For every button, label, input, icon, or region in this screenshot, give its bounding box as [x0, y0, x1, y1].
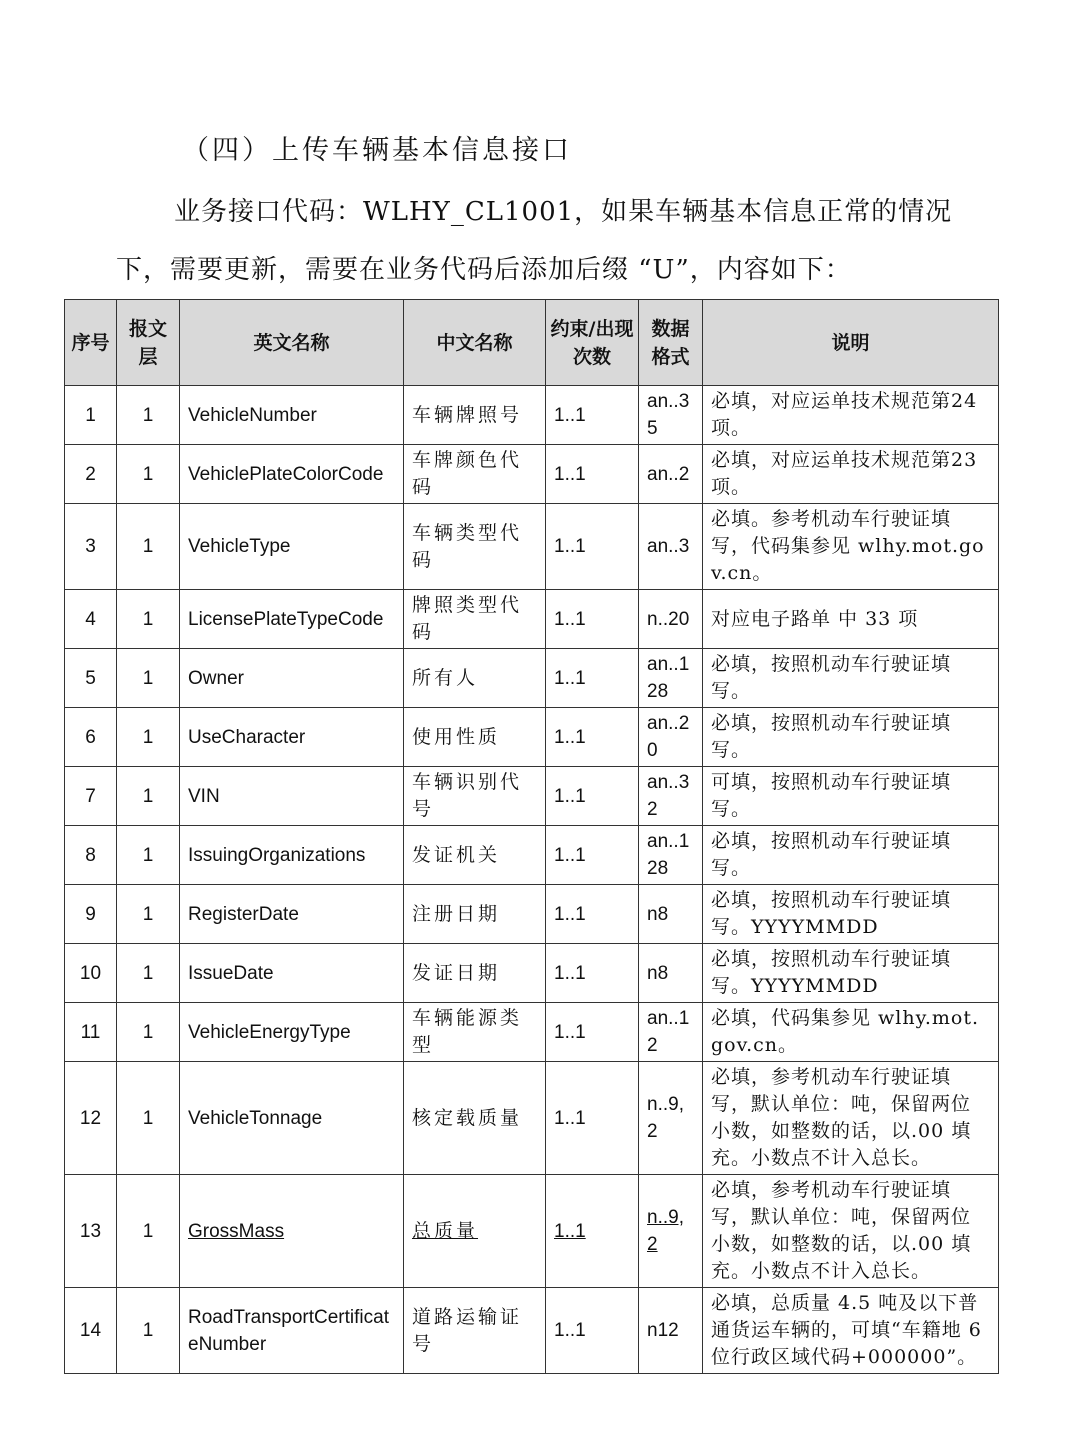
cell-chinese-name: 核定载质量 — [404, 1062, 546, 1175]
table-row — [65, 1175, 999, 1288]
table-row — [65, 767, 999, 826]
cell-constraint: 1..1 — [546, 708, 639, 767]
cell-format: n8 — [639, 885, 703, 944]
cell-description: 必填，代码集参见 wlhy.mot.gov.cn。 — [703, 1003, 999, 1062]
cell-layer: 1 — [117, 590, 180, 649]
table-row — [65, 445, 999, 504]
cell-layer: 1 — [117, 885, 180, 944]
cell-english-name — [180, 1175, 404, 1288]
underlined-format: n..9,2 — [647, 1207, 684, 1255]
cell-constraint: 1..1 — [546, 1003, 639, 1062]
underlined-chinese-name: 总质量 — [412, 1219, 479, 1242]
intro-line-2: 下，需要更新，需要在业务代码后添加后缀 “U”，内容如下： — [116, 255, 852, 285]
cell-format: an..128 — [639, 649, 703, 708]
cell-layer: 1 — [117, 445, 180, 504]
cell-chinese-name: 使用性质 — [404, 708, 546, 767]
cell-layer: 1 — [117, 826, 180, 885]
table-row — [65, 944, 999, 1003]
cell-serial: 3 — [65, 504, 117, 590]
cell-chinese-name: 注册日期 — [404, 885, 546, 944]
cell-english-name: VehiclePlateColorCode — [180, 445, 404, 504]
cell-english-name: IssueDate — [180, 944, 404, 1003]
cell-constraint: 1..1 — [546, 445, 639, 504]
cell-english-name: VehicleType — [180, 504, 404, 590]
table-row — [65, 1003, 999, 1062]
header-layer: 报文层 — [117, 300, 180, 386]
cell-layer: 1 — [117, 1288, 180, 1374]
cell-layer: 1 — [117, 767, 180, 826]
cell-constraint: 1..1 — [546, 649, 639, 708]
cell-english-name: LicensePlateTypeCode — [180, 590, 404, 649]
cell-serial: 1 — [65, 386, 117, 445]
cell-serial: 10 — [65, 944, 117, 1003]
cell-format: an..128 — [639, 826, 703, 885]
cell-description: 必填，参考机动车行驶证填写，默认单位：吨，保留两位小数，如整数的话，以.00 填充。小数点不计入总长。 — [703, 1062, 999, 1175]
cell-constraint: 1..1 — [546, 590, 639, 649]
cell-english-name: RoadTransportCertificateNumber — [180, 1288, 404, 1374]
cell-description: 必填，按照机动车行驶证填写。 — [703, 826, 999, 885]
underlined-english-name: GrossMass — [188, 1220, 285, 1242]
cell-constraint: 1..1 — [546, 1062, 639, 1175]
cell-chinese-name: 牌照类型代码 — [404, 590, 546, 649]
cell-format: an..12 — [639, 1003, 703, 1062]
cell-format: an..20 — [639, 708, 703, 767]
cell-serial: 11 — [65, 1003, 117, 1062]
cell-chinese-name: 车辆能源类型 — [404, 1003, 546, 1062]
cell-chinese-name: 车辆牌照号 — [404, 386, 546, 445]
cell-chinese-name: 发证日期 — [404, 944, 546, 1003]
table-row — [65, 1062, 999, 1175]
cell-serial: 12 — [65, 1062, 117, 1175]
cell-format: n12 — [639, 1288, 703, 1374]
cell-format: n..9,2 — [639, 1062, 703, 1175]
section-heading: （四）上传车辆基本信息接口 — [182, 135, 572, 166]
cell-chinese-name: 所有人 — [404, 649, 546, 708]
cell-english-name: Owner — [180, 649, 404, 708]
cell-serial: 13 — [65, 1175, 117, 1288]
cell-description: 必填，按照机动车行驶证填写。YYYYMMDD — [703, 885, 999, 944]
cell-english-name: IssuingOrganizations — [180, 826, 404, 885]
cell-constraint: 1..1 — [546, 504, 639, 590]
cell-layer: 1 — [117, 649, 180, 708]
cell-english-name: VehicleNumber — [180, 386, 404, 445]
table-row — [65, 1288, 999, 1374]
cell-layer: 1 — [117, 1003, 180, 1062]
cell-english-name: VehicleEnergyType — [180, 1003, 404, 1062]
cell-constraint — [546, 1175, 639, 1288]
table-row — [65, 826, 999, 885]
cell-format: an..35 — [639, 386, 703, 445]
header-english-name: 英文名称 — [180, 300, 404, 386]
cell-format: n..20 — [639, 590, 703, 649]
cell-description: 必填，按照机动车行驶证填写。 — [703, 649, 999, 708]
cell-format: n8 — [639, 944, 703, 1003]
cell-layer: 1 — [117, 708, 180, 767]
cell-layer: 1 — [117, 944, 180, 1003]
cell-serial: 9 — [65, 885, 117, 944]
cell-english-name: VehicleTonnage — [180, 1062, 404, 1175]
cell-serial: 14 — [65, 1288, 117, 1374]
table-row — [65, 649, 999, 708]
cell-format: an..3 — [639, 504, 703, 590]
cell-chinese-name: 车辆识别代号 — [404, 767, 546, 826]
table-row — [65, 590, 999, 649]
cell-format — [639, 1175, 703, 1288]
cell-serial: 4 — [65, 590, 117, 649]
cell-layer: 1 — [117, 386, 180, 445]
header-serial: 序号 — [65, 300, 117, 386]
cell-constraint: 1..1 — [546, 1288, 639, 1374]
cell-description: 必填。参考机动车行驶证填写，代码集参见 wlhy.mot.gov.cn。 — [703, 504, 999, 590]
cell-description: 必填，对应运单技术规范第23项。 — [703, 445, 999, 504]
cell-constraint: 1..1 — [546, 944, 639, 1003]
cell-serial: 8 — [65, 826, 117, 885]
cell-layer: 1 — [117, 1175, 180, 1288]
table-header-row — [65, 300, 999, 386]
cell-english-name: VIN — [180, 767, 404, 826]
cell-serial: 2 — [65, 445, 117, 504]
cell-layer: 1 — [117, 1062, 180, 1175]
table-row — [65, 708, 999, 767]
cell-chinese-name: 车牌颜色代码 — [404, 445, 546, 504]
cell-chinese-name: 道路运输证号 — [404, 1288, 546, 1374]
cell-constraint: 1..1 — [546, 885, 639, 944]
cell-description: 必填，对应运单技术规范第24项。 — [703, 386, 999, 445]
cell-description: 必填，参考机动车行驶证填写，默认单位：吨，保留两位小数，如整数的话，以.00 填充。小数点不计入总长。 — [703, 1175, 999, 1288]
cell-format: an..32 — [639, 767, 703, 826]
cell-serial: 7 — [65, 767, 117, 826]
intro-line-1: 业务接口代码：WLHY_CL1001，如果车辆基本信息正常的情况 — [174, 197, 953, 227]
header-format: 数据格式 — [639, 300, 703, 386]
header-chinese-name: 中文名称 — [404, 300, 546, 386]
table-row — [65, 386, 999, 445]
cell-serial: 6 — [65, 708, 117, 767]
cell-description: 可填，按照机动车行驶证填写。 — [703, 767, 999, 826]
cell-chinese-name: 车辆类型代码 — [404, 504, 546, 590]
cell-layer: 1 — [117, 504, 180, 590]
cell-chinese-name: 发证机关 — [404, 826, 546, 885]
cell-constraint: 1..1 — [546, 386, 639, 445]
cell-constraint: 1..1 — [546, 826, 639, 885]
cell-description: 必填，按照机动车行驶证填写。 — [703, 708, 999, 767]
cell-description: 必填，总质量 4.5 吨及以下普通货运车辆的，可填“车籍地 6 位行政区域代码+000000”。 — [703, 1288, 999, 1374]
underlined-constraint: 1..1 — [554, 1220, 586, 1242]
cell-english-name: RegisterDate — [180, 885, 404, 944]
cell-serial: 5 — [65, 649, 117, 708]
cell-description: 必填，按照机动车行驶证填写。YYYYMMDD — [703, 944, 999, 1003]
header-description: 说明 — [703, 300, 999, 386]
cell-chinese-name — [404, 1175, 546, 1288]
cell-format: an..2 — [639, 445, 703, 504]
table-row — [65, 885, 999, 944]
cell-english-name: UseCharacter — [180, 708, 404, 767]
header-constraint: 约束/出现次数 — [546, 300, 639, 386]
cell-constraint: 1..1 — [546, 767, 639, 826]
field-spec-table — [64, 299, 999, 1374]
cell-description: 对应电子路单 中 33 项 — [703, 590, 999, 649]
table-row — [65, 504, 999, 590]
intro-paragraph — [116, 183, 976, 299]
